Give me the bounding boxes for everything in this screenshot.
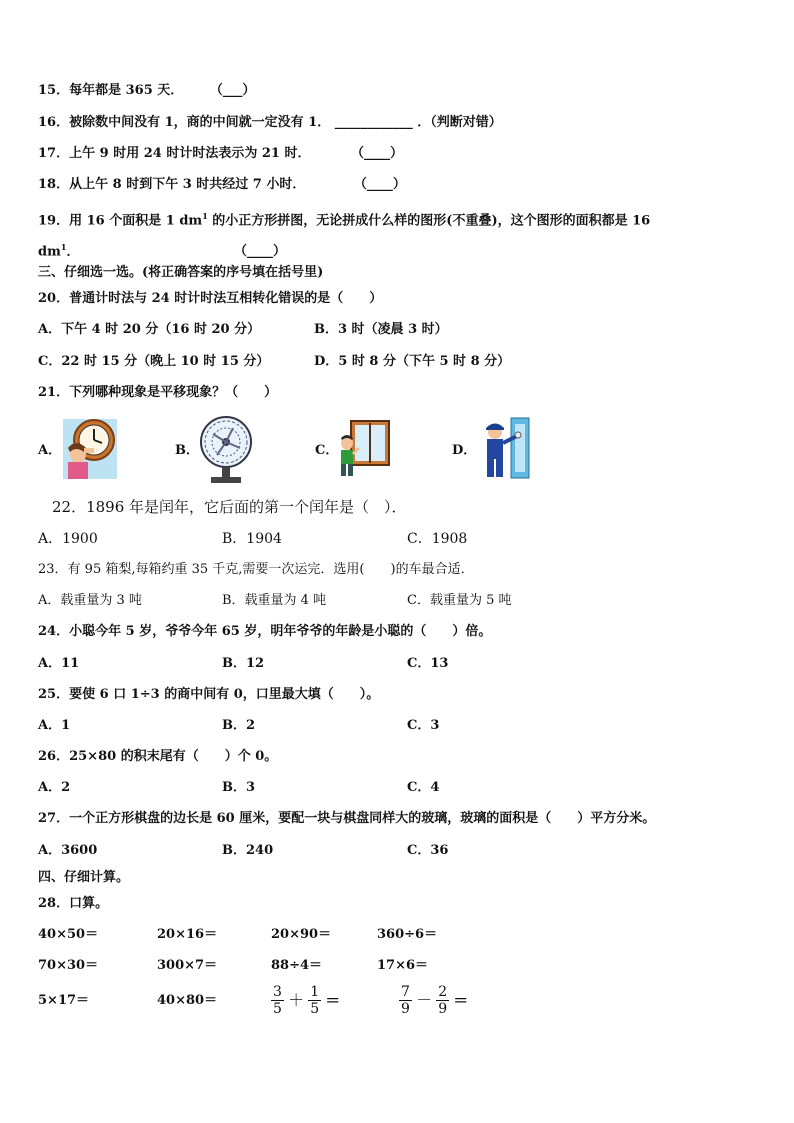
answer-bracket[interactable]: （____） [351, 146, 404, 161]
answer-blank[interactable]: ____________ [334, 115, 413, 130]
fraction-expression[interactable] [399, 984, 468, 1017]
answer-bracket[interactable]: （____） [353, 177, 406, 192]
calc-item[interactable]: 300×7＝ [157, 958, 218, 973]
option-c[interactable]: C．1908 [407, 531, 468, 547]
calc-item[interactable]: 88÷4＝ [271, 958, 323, 973]
option-a[interactable]: A．下午 4 时 20 分（16 时 20 分） [38, 322, 261, 337]
option-d[interactable]: D． [452, 443, 477, 458]
calc-item[interactable]: 20×90＝ [271, 927, 332, 942]
option-a[interactable]: A． [38, 443, 62, 458]
option-a[interactable]: A．1900 [38, 531, 98, 547]
question-19-line-1: 19．用 16 个面积是 1 $dm^1$ 的小正方形拼图，无论拼成什么样的图形(不重叠)，这个图形的面积都是 16 [38, 211, 651, 229]
calc-item[interactable]: 17×6＝ [377, 958, 429, 973]
option-b[interactable]: B．2 [222, 718, 256, 733]
question-26: 26．25×80 的积末尾有（ ）个 0。 [38, 749, 278, 764]
operator: ＋ [288, 990, 305, 1010]
section-heading-4: 四、仔细计算。 [38, 870, 130, 885]
window-sliding-icon[interactable] [337, 418, 393, 478]
option-a[interactable]: A．3600 [38, 843, 98, 858]
question-18: 18．从上午 8 时到下午 3 时共经过 7 小时． （____） [38, 177, 406, 192]
question-28: 28．口算。 [38, 896, 109, 911]
fraction: $\frac{3}{5}$ [273, 984, 282, 1017]
question-24: 24．小聪今年 5 岁，爷爷今年 65 岁，明年爷爷的年龄是小聪的（ ）倍。 [38, 624, 492, 639]
option-c[interactable]: C．36 [407, 843, 449, 858]
option-b[interactable]: B．3 [222, 780, 256, 795]
option-b[interactable]: B．1904 [222, 531, 282, 547]
question-22: 22．1896 年是闰年，它后面的第一个闰年是（ ）． [52, 498, 407, 516]
operator: － [416, 990, 433, 1010]
calc-item[interactable]: 360÷6＝ [377, 927, 438, 942]
calc-item[interactable]: 20×16＝ [157, 927, 218, 942]
fan-icon[interactable] [197, 412, 255, 486]
calc-item[interactable]: 40×80＝ [157, 993, 218, 1008]
option-b[interactable]: B． [175, 443, 199, 458]
answer-bracket[interactable]: （____） [233, 244, 286, 260]
option-a[interactable]: A．1 [38, 718, 71, 733]
option-b[interactable]: B．240 [222, 843, 274, 858]
question-25: 25．要使 6 口 1÷3 的商中间有 0，口里最大填（ ）。 [38, 687, 380, 702]
fraction-expression[interactable] [271, 984, 340, 1017]
option-c[interactable]: C．4 [407, 780, 440, 795]
option-c[interactable]: C．载重量为 5 吨 [407, 593, 512, 608]
calc-item[interactable]: 40×50＝ [38, 927, 99, 942]
question-20: 20．普通计时法与 24 时计时法互相转化错误的是（ ） [38, 291, 383, 306]
option-a[interactable]: A．11 [38, 656, 80, 671]
answer-bracket[interactable]: （___） [209, 83, 256, 98]
calc-item[interactable]: 5×17＝ [38, 993, 90, 1008]
option-b[interactable]: B．3 时（凌晨 3 时） [314, 322, 448, 337]
clock-hand-icon[interactable] [62, 418, 118, 480]
question-19-line-2: $dm^1$． （____） [38, 242, 286, 260]
option-b[interactable]: B．载重量为 4 吨 [222, 593, 327, 608]
calc-item[interactable]: 70×30＝ [38, 958, 99, 973]
option-d[interactable]: D．5 时 8 分（下午 5 时 8 分） [314, 354, 511, 369]
option-b[interactable]: B．12 [222, 656, 265, 671]
question-27: 27．一个正方形棋盘的边长是 60 厘米，要配一块与棋盘同样大的玻璃，玻璃的面积是（ ）平方分米。 [38, 811, 656, 826]
question-21: 21．下列哪种现象是平移现象？（ ） [38, 385, 278, 400]
worker-wiping-icon[interactable] [477, 416, 533, 480]
fraction: $\frac{1}{5}$ [310, 984, 320, 1017]
fraction: $\frac{2}{9}$ [438, 984, 448, 1017]
equals: ＝ [453, 991, 469, 1010]
option-c[interactable]: C． [315, 443, 339, 458]
question-23: 23．有 95 箱梨,每箱约重 35 千克,需要一次运完．选用( )的车最合适． [38, 562, 474, 577]
question-16: 16．被除数中间没有 1，商的中间就一定没有 1． ____________ ．（判断对错） [38, 115, 502, 130]
option-c[interactable]: C．13 [407, 656, 449, 671]
option-c[interactable]: C．3 [407, 718, 440, 733]
section-heading-3: 三、仔细选一选。(将正确答案的序号填在括号里) [38, 265, 324, 280]
question-17: 17．上午 9 时用 24 时计时法表示为 21 时． （____） [38, 146, 404, 161]
option-c[interactable]: C．22 时 15 分（晚上 10 时 15 分） [38, 354, 270, 369]
fraction: $\frac{7}{9}$ [401, 984, 410, 1017]
option-a[interactable]: A．载重量为 3 吨 [38, 593, 142, 608]
equals: ＝ [325, 991, 341, 1010]
option-a[interactable]: A．2 [38, 780, 71, 795]
question-15: 15．每年都是 365 天． （___） [38, 83, 256, 98]
